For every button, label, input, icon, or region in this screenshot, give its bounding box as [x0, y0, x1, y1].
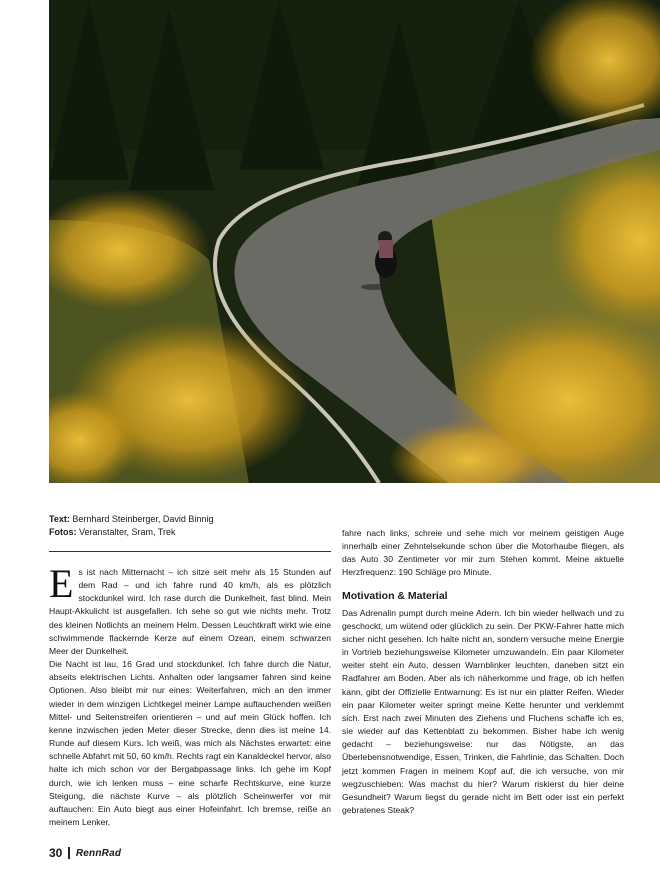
article-paragraph: Die Nacht ist lau, 16 Grad und stockdunkel. Ich fahre durch die Natur, abseits elektrischen Lichts. Anhalten oder langsamer fahren sind keine Optionen. Also bleibt mir nur eines: Weiterfahren, mich an den immer wieder in dem winzigen Lichtkegel meiner Lampe auftauchenden weißen Mittel- und Seitenstreifen orientieren – und auf mein Glück hoffen. Ich kenne inzwischen jeden Meter dieser Strecke, denn dies ist meine 14. Runde auf diesem Kurs. Ich weiß, was mich als Nächstes erwartet: eine schnelle Abfahrt mit 50, 60 km/h. Rechts ragt ein Kanaldeckel hervor, also halte ich mich schon vor der Bergabpassage links. Ich gehe im Kopf durch, wie ich lenken muss – eine scharfe Rechtskurve, eine kurze Steigung, die nächste Kurve – als plötzlich Scheinwerfer vor mir auftauchen: Ein Auto biegt aus einer Hofeinfahrt. Ich bremse, reiße an meinem Lenker,: [49, 659, 331, 827]
page-footer: [49, 846, 121, 860]
article-column-left: [49, 561, 331, 829]
credits-photos-label: Fotos:: [49, 527, 77, 537]
credits-photos-value: Veranstalter, Sram, Trek: [79, 527, 176, 537]
paragraph-text: s ist nach Mitternacht – ich sitze seit mehr als 15 Stunden auf dem Rad – und ich fahre rund 40 km/h, als es plötzlich stockdunkel wird. Ich rase durch die Dunkelheit, fast blind. Mein Haupt-Akkulicht ist ausgefallen. Ich sehe so gut wie nichts mehr. Trotz des kleinen Notlichts an meinem Helm. Dessen Leuchtkraft wirkt wie eine schwimmende flackernde Kerze auf einem Ozean, einem schwarzen Meer der Dunkelheit.: [49, 567, 331, 656]
section-heading: Motivation & Material: [342, 589, 448, 602]
magazine-logo: RennRad: [75, 847, 122, 859]
hero-photo: [49, 0, 660, 483]
dropcap: E: [49, 561, 74, 606]
credits-photos-line: [49, 526, 339, 539]
credits-text-value: Bernhard Steinberger, David Binnig: [72, 514, 214, 524]
footer-separator: [68, 847, 70, 859]
page-number: 30: [49, 846, 63, 860]
article-paragraph: Das Adrenalin pumpt durch meine Adern. Ich bin wieder hellwach und zu geschockt, um wütend oder glücklich zu sein. Der PKW-Fahrer hatte mich sicher nicht gesehen. Ich halte nicht an, sondern versuche meine Energie in Vortrieb beziehungsweise Kilometer umzuwandeln. Ein paar Kilometer weiter steht ein Auto, dessen Warnblinker leuchten, daneben sitzt ein Radfahrer am Boden. Aber als ich näherkomme und frage, ob ich helfen kann, gibt der Offizielle Entwarnung: Es ist nur ein platter Reifen. Wieder ein paar Kilometer weiter springt meine Kette herunter und verklemmt sich. Erst nach zwei Minuten des Ziehens und Fluchens schaffe ich es, sie wieder auf das Kettenblatt zu bekommen. Bisher habe ich wenig gedacht – beziehungsweise: nur das Nötigste, an das Überlebensnotwendige, Essen, Trinken, die Fahrlinie, das Schalten. Doch jetzt kommen Fragen in meinem Kopf auf, die ich versuche, von mir wegzuschieben: Was machst du hier? Warum riskierst du hier deine Gesundheit? Warum liegst du gerade nicht im Bett oder isst ein perfekt gebratenes Steak?: [342, 607, 624, 815]
credits-text-label: Text:: [49, 514, 70, 524]
credits: [49, 513, 339, 539]
credits-text-line: [49, 513, 339, 526]
article-column-right: [342, 527, 624, 817]
article-paragraph: fahre nach links, schreie und sehe mich vor meinem geistigen Auge innerhalb einer Zehntelsekunde schon über die Motorhaube fliegen, als das Auto 30 Zentimeter vor mir zum Stehen kommt. Meine aktuelle Herzfrequenz: 190 Schläge pro Minute.: [342, 528, 624, 578]
article-paragraph: [49, 561, 331, 658]
divider: [49, 551, 331, 552]
